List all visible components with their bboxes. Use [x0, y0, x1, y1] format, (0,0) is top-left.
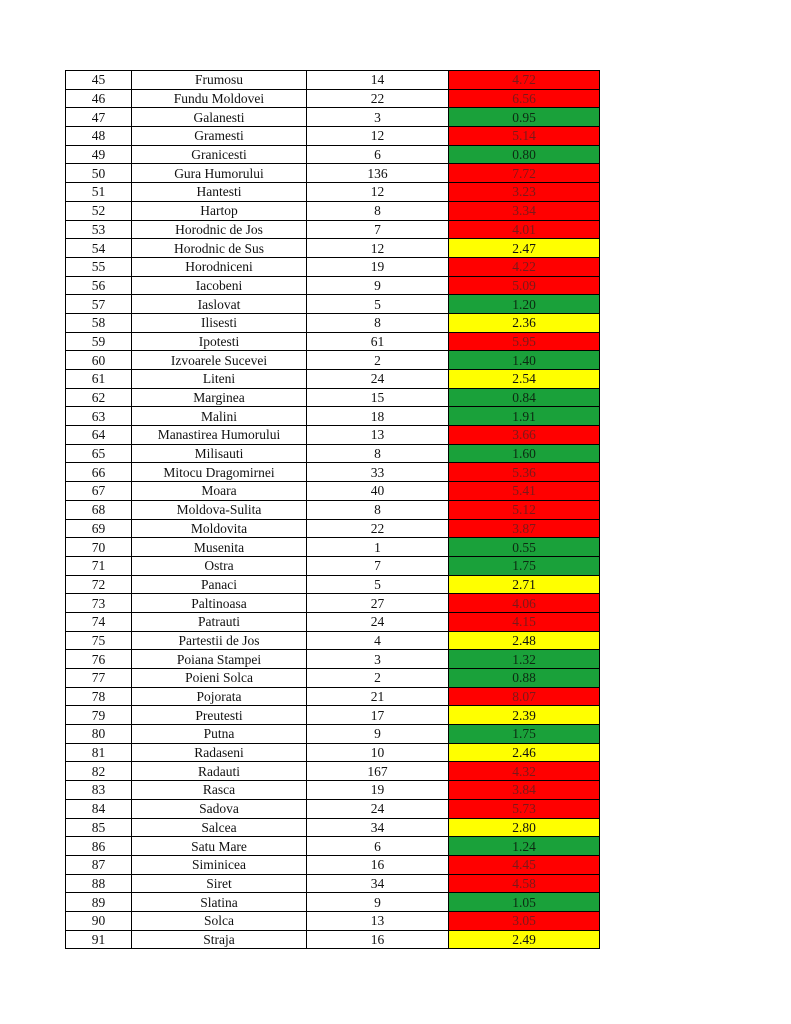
locality-name-cell: Fundu Moldovei — [132, 89, 307, 108]
row-number-cell: 57 — [66, 295, 132, 314]
case-count-cell: 12 — [307, 127, 449, 146]
row-number-cell: 83 — [66, 781, 132, 800]
case-count-cell: 61 — [307, 332, 449, 351]
locality-name-cell: Ipotesti — [132, 332, 307, 351]
locality-name-cell: Moara — [132, 482, 307, 501]
locality-name-cell: Granicesti — [132, 145, 307, 164]
table-row — [66, 71, 600, 90]
table-row — [66, 407, 600, 426]
row-number-cell: 69 — [66, 519, 132, 538]
row-number-cell: 73 — [66, 594, 132, 613]
case-count-cell: 136 — [307, 164, 449, 183]
incidence-rate-cell: 5.12 — [449, 500, 600, 519]
locality-name-cell: Straja — [132, 930, 307, 949]
table-row — [66, 127, 600, 146]
table-row — [66, 893, 600, 912]
locality-name-cell: Sadova — [132, 799, 307, 818]
row-number-cell: 80 — [66, 725, 132, 744]
table-row — [66, 257, 600, 276]
table-row — [66, 89, 600, 108]
incidence-rate-cell: 5.36 — [449, 463, 600, 482]
locality-name-cell: Ostra — [132, 556, 307, 575]
case-count-cell: 18 — [307, 407, 449, 426]
case-count-cell: 9 — [307, 893, 449, 912]
case-count-cell: 10 — [307, 743, 449, 762]
row-number-cell: 45 — [66, 71, 132, 90]
case-count-cell: 19 — [307, 781, 449, 800]
locality-name-cell: Horodnic de Jos — [132, 220, 307, 239]
table-row — [66, 799, 600, 818]
row-number-cell: 49 — [66, 145, 132, 164]
table-row — [66, 519, 600, 538]
locality-name-cell: Patrauti — [132, 612, 307, 631]
locality-name-cell: Musenita — [132, 538, 307, 557]
row-number-cell: 51 — [66, 183, 132, 202]
incidence-rate-cell: 4.72 — [449, 71, 600, 90]
case-count-cell: 17 — [307, 706, 449, 725]
incidence-rate-cell: 5.41 — [449, 482, 600, 501]
incidence-rate-cell: 0.84 — [449, 388, 600, 407]
incidence-rate-cell: 1.05 — [449, 893, 600, 912]
table-row — [66, 687, 600, 706]
case-count-cell: 13 — [307, 426, 449, 445]
incidence-rate-cell: 0.95 — [449, 108, 600, 127]
row-number-cell: 91 — [66, 930, 132, 949]
row-number-cell: 86 — [66, 837, 132, 856]
table-row — [66, 239, 600, 258]
case-count-cell: 6 — [307, 837, 449, 856]
row-number-cell: 61 — [66, 370, 132, 389]
incidence-rate-cell: 2.71 — [449, 575, 600, 594]
row-number-cell: 52 — [66, 201, 132, 220]
row-number-cell: 70 — [66, 538, 132, 557]
locality-name-cell: Satu Mare — [132, 837, 307, 856]
row-number-cell: 65 — [66, 444, 132, 463]
row-number-cell: 67 — [66, 482, 132, 501]
row-number-cell: 63 — [66, 407, 132, 426]
incidence-rate-cell: 5.09 — [449, 276, 600, 295]
locality-name-cell: Poieni Solca — [132, 669, 307, 688]
locality-name-cell: Salcea — [132, 818, 307, 837]
row-number-cell: 89 — [66, 893, 132, 912]
incidence-rate-cell: 3.87 — [449, 519, 600, 538]
table-row — [66, 556, 600, 575]
incidence-rate-cell: 1.75 — [449, 725, 600, 744]
locality-name-cell: Mitocu Dragomirnei — [132, 463, 307, 482]
incidence-rate-cell: 5.73 — [449, 799, 600, 818]
row-number-cell: 48 — [66, 127, 132, 146]
locality-name-cell: Liteni — [132, 370, 307, 389]
table-row — [66, 594, 600, 613]
case-count-cell: 22 — [307, 519, 449, 538]
incidence-rate-cell: 2.48 — [449, 631, 600, 650]
case-count-cell: 15 — [307, 388, 449, 407]
row-number-cell: 56 — [66, 276, 132, 295]
table-row — [66, 482, 600, 501]
incidence-rate-cell: 2.36 — [449, 313, 600, 332]
case-count-cell: 12 — [307, 183, 449, 202]
table-row — [66, 818, 600, 837]
case-count-cell: 9 — [307, 725, 449, 744]
row-number-cell: 47 — [66, 108, 132, 127]
locality-name-cell: Horodniceni — [132, 257, 307, 276]
row-number-cell: 58 — [66, 313, 132, 332]
case-count-cell: 3 — [307, 108, 449, 127]
incidence-rate-cell: 1.32 — [449, 650, 600, 669]
table-row — [66, 444, 600, 463]
locality-name-cell: Hantesti — [132, 183, 307, 202]
table-row — [66, 183, 600, 202]
row-number-cell: 87 — [66, 855, 132, 874]
case-count-cell: 7 — [307, 556, 449, 575]
table-row — [66, 332, 600, 351]
row-number-cell: 76 — [66, 650, 132, 669]
incidence-rate-cell: 4.15 — [449, 612, 600, 631]
case-count-cell: 34 — [307, 818, 449, 837]
locality-name-cell: Pojorata — [132, 687, 307, 706]
locality-name-cell: Moldova-Sulita — [132, 500, 307, 519]
locality-name-cell: Gramesti — [132, 127, 307, 146]
table-row — [66, 575, 600, 594]
row-number-cell: 62 — [66, 388, 132, 407]
table-row — [66, 631, 600, 650]
row-number-cell: 60 — [66, 351, 132, 370]
table-row — [66, 220, 600, 239]
case-count-cell: 8 — [307, 500, 449, 519]
case-count-cell: 33 — [307, 463, 449, 482]
incidence-rate-cell: 4.45 — [449, 855, 600, 874]
case-count-cell: 7 — [307, 220, 449, 239]
incidence-rate-cell: 2.54 — [449, 370, 600, 389]
incidence-rate-cell: 2.47 — [449, 239, 600, 258]
case-count-cell: 24 — [307, 612, 449, 631]
incidence-rate-cell: 1.40 — [449, 351, 600, 370]
incidence-rate-cell: 8.07 — [449, 687, 600, 706]
incidence-rate-cell: 3.23 — [449, 183, 600, 202]
incidence-table — [65, 70, 600, 949]
case-count-cell: 34 — [307, 874, 449, 893]
table-row — [66, 351, 600, 370]
table-row — [66, 874, 600, 893]
locality-name-cell: Preutesti — [132, 706, 307, 725]
row-number-cell: 55 — [66, 257, 132, 276]
table-row — [66, 725, 600, 744]
incidence-rate-cell: 4.32 — [449, 762, 600, 781]
row-number-cell: 50 — [66, 164, 132, 183]
row-number-cell: 46 — [66, 89, 132, 108]
case-count-cell: 3 — [307, 650, 449, 669]
table-row — [66, 612, 600, 631]
locality-name-cell: Hartop — [132, 201, 307, 220]
row-number-cell: 82 — [66, 762, 132, 781]
locality-name-cell: Siminicea — [132, 855, 307, 874]
table-row — [66, 108, 600, 127]
incidence-rate-cell: 0.88 — [449, 669, 600, 688]
incidence-rate-cell: 2.46 — [449, 743, 600, 762]
table-row — [66, 295, 600, 314]
incidence-rate-cell: 1.60 — [449, 444, 600, 463]
incidence-rate-cell: 3.05 — [449, 911, 600, 930]
table-row — [66, 743, 600, 762]
locality-name-cell: Ilisesti — [132, 313, 307, 332]
locality-name-cell: Galanesti — [132, 108, 307, 127]
incidence-rate-cell: 5.14 — [449, 127, 600, 146]
locality-name-cell: Iacobeni — [132, 276, 307, 295]
case-count-cell: 19 — [307, 257, 449, 276]
row-number-cell: 78 — [66, 687, 132, 706]
row-number-cell: 74 — [66, 612, 132, 631]
locality-name-cell: Gura Humorului — [132, 164, 307, 183]
case-count-cell: 2 — [307, 669, 449, 688]
case-count-cell: 22 — [307, 89, 449, 108]
row-number-cell: 79 — [66, 706, 132, 725]
table-row — [66, 164, 600, 183]
incidence-rate-cell: 2.39 — [449, 706, 600, 725]
table-row — [66, 370, 600, 389]
locality-name-cell: Milisauti — [132, 444, 307, 463]
case-count-cell: 16 — [307, 855, 449, 874]
table-row — [66, 426, 600, 445]
row-number-cell: 53 — [66, 220, 132, 239]
case-count-cell: 5 — [307, 575, 449, 594]
locality-name-cell: Malini — [132, 407, 307, 426]
incidence-rate-cell: 2.49 — [449, 930, 600, 949]
table-row — [66, 388, 600, 407]
incidence-rate-cell: 3.34 — [449, 201, 600, 220]
row-number-cell: 90 — [66, 911, 132, 930]
incidence-rate-cell: 4.58 — [449, 874, 600, 893]
row-number-cell: 54 — [66, 239, 132, 258]
locality-name-cell: Paltinoasa — [132, 594, 307, 613]
incidence-rate-cell: 1.91 — [449, 407, 600, 426]
table-row — [66, 145, 600, 164]
incidence-rate-cell: 3.66 — [449, 426, 600, 445]
incidence-rate-cell: 4.22 — [449, 257, 600, 276]
locality-name-cell: Poiana Stampei — [132, 650, 307, 669]
row-number-cell: 59 — [66, 332, 132, 351]
incidence-rate-cell: 1.20 — [449, 295, 600, 314]
table-row — [66, 201, 600, 220]
locality-name-cell: Radaseni — [132, 743, 307, 762]
case-count-cell: 8 — [307, 444, 449, 463]
case-count-cell: 21 — [307, 687, 449, 706]
case-count-cell: 8 — [307, 201, 449, 220]
locality-name-cell: Slatina — [132, 893, 307, 912]
case-count-cell: 6 — [307, 145, 449, 164]
case-count-cell: 24 — [307, 799, 449, 818]
case-count-cell: 4 — [307, 631, 449, 650]
table-row — [66, 650, 600, 669]
table-body — [66, 71, 600, 949]
table-row — [66, 463, 600, 482]
table-row — [66, 313, 600, 332]
incidence-rate-cell: 1.75 — [449, 556, 600, 575]
table-row — [66, 500, 600, 519]
table-row — [66, 762, 600, 781]
case-count-cell: 5 — [307, 295, 449, 314]
locality-name-cell: Panaci — [132, 575, 307, 594]
locality-name-cell: Putna — [132, 725, 307, 744]
case-count-cell: 12 — [307, 239, 449, 258]
locality-name-cell: Iaslovat — [132, 295, 307, 314]
row-number-cell: 84 — [66, 799, 132, 818]
case-count-cell: 40 — [307, 482, 449, 501]
row-number-cell: 81 — [66, 743, 132, 762]
case-count-cell: 1 — [307, 538, 449, 557]
table-row — [66, 669, 600, 688]
incidence-rate-cell: 5.95 — [449, 332, 600, 351]
case-count-cell: 2 — [307, 351, 449, 370]
row-number-cell: 64 — [66, 426, 132, 445]
locality-name-cell: Horodnic de Sus — [132, 239, 307, 258]
locality-name-cell: Moldovita — [132, 519, 307, 538]
table-row — [66, 855, 600, 874]
case-count-cell: 24 — [307, 370, 449, 389]
incidence-rate-cell: 6.56 — [449, 89, 600, 108]
incidence-rate-cell: 0.55 — [449, 538, 600, 557]
incidence-rate-cell: 7.72 — [449, 164, 600, 183]
locality-name-cell: Marginea — [132, 388, 307, 407]
row-number-cell: 71 — [66, 556, 132, 575]
table-row — [66, 538, 600, 557]
case-count-cell: 13 — [307, 911, 449, 930]
locality-name-cell: Izvoarele Sucevei — [132, 351, 307, 370]
incidence-rate-cell: 4.01 — [449, 220, 600, 239]
row-number-cell: 66 — [66, 463, 132, 482]
table-row — [66, 911, 600, 930]
case-count-cell: 8 — [307, 313, 449, 332]
locality-name-cell: Rasca — [132, 781, 307, 800]
incidence-rate-cell: 2.80 — [449, 818, 600, 837]
row-number-cell: 75 — [66, 631, 132, 650]
table-row — [66, 706, 600, 725]
row-number-cell: 85 — [66, 818, 132, 837]
locality-name-cell: Siret — [132, 874, 307, 893]
case-count-cell: 16 — [307, 930, 449, 949]
case-count-cell: 9 — [307, 276, 449, 295]
incidence-rate-cell: 1.24 — [449, 837, 600, 856]
case-count-cell: 27 — [307, 594, 449, 613]
locality-name-cell: Radauti — [132, 762, 307, 781]
row-number-cell: 77 — [66, 669, 132, 688]
row-number-cell: 68 — [66, 500, 132, 519]
locality-name-cell: Frumosu — [132, 71, 307, 90]
incidence-rate-cell: 0.80 — [449, 145, 600, 164]
locality-name-cell: Manastirea Humorului — [132, 426, 307, 445]
incidence-rate-cell: 4.06 — [449, 594, 600, 613]
incidence-rate-cell: 3.84 — [449, 781, 600, 800]
table-row — [66, 930, 600, 949]
case-count-cell: 167 — [307, 762, 449, 781]
row-number-cell: 88 — [66, 874, 132, 893]
table-row — [66, 837, 600, 856]
row-number-cell: 72 — [66, 575, 132, 594]
locality-name-cell: Solca — [132, 911, 307, 930]
locality-name-cell: Partestii de Jos — [132, 631, 307, 650]
table-row — [66, 781, 600, 800]
case-count-cell: 14 — [307, 71, 449, 90]
table-row — [66, 276, 600, 295]
